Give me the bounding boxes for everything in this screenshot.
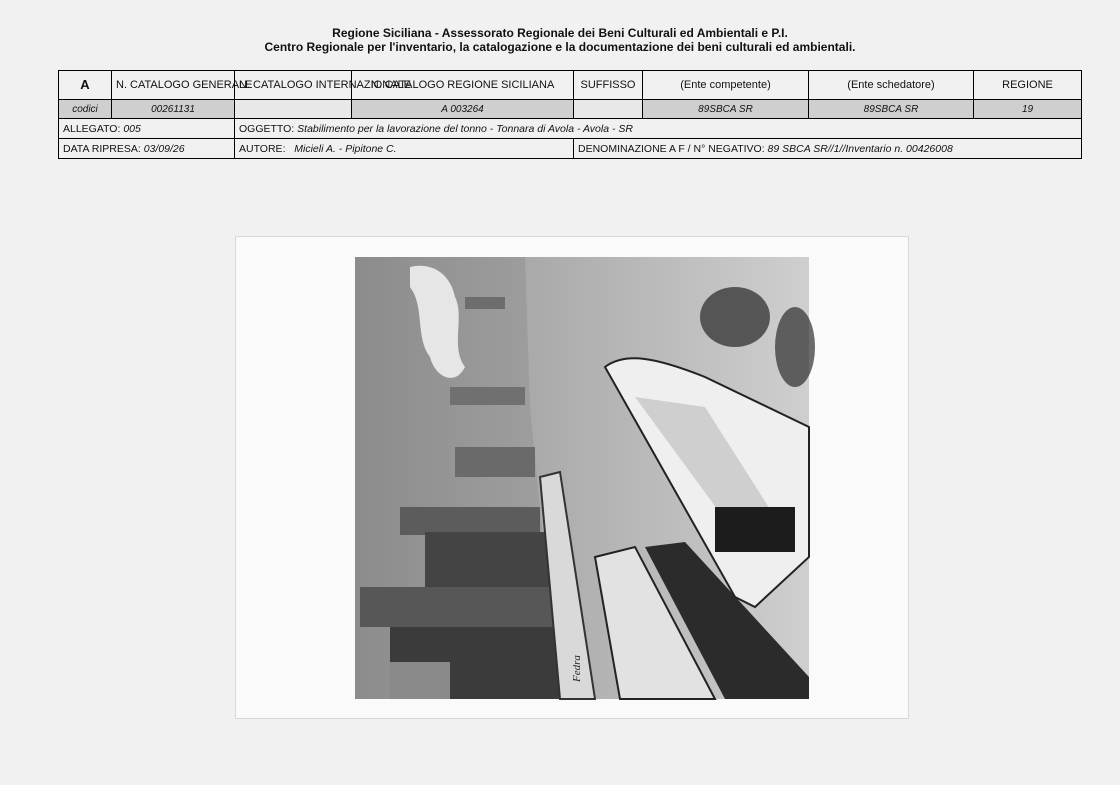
code-regione-siciliana: A 003264 (352, 100, 574, 119)
oggetto-label: OGGETTO: (239, 122, 295, 135)
header-line-2: Centro Regionale per l'inventario, la catalogazione e la documentazione dei beni culturali ed ambientali. (264, 40, 856, 54)
codes-label: codici (59, 100, 112, 119)
data-ripresa-cell (59, 139, 235, 159)
codes-row (59, 100, 1082, 119)
col-catalogo-regione-siciliana: N. CATALOGO REGIONE SICILIANA (352, 71, 574, 100)
photo-illustration (355, 257, 809, 699)
denominazione-label: DENOMINAZIONE A F / N° NEGATIVO: (578, 142, 765, 155)
col-ente-competente: (Ente competente) (643, 71, 809, 100)
data-ripresa-row (59, 139, 1082, 159)
denominazione-cell (574, 139, 1082, 159)
catalog-table (58, 70, 1082, 159)
stone-building (425, 532, 550, 592)
code-ente-schedatore: 89SBCA SR (809, 100, 974, 119)
stone-tower (360, 587, 555, 627)
header-line-1: Regione Siciliana - Assessorato Regionale dei Beni Culturali ed Ambientali e P.I. (332, 26, 788, 40)
outboard-motor (715, 507, 795, 552)
autore-cell (235, 139, 574, 159)
ruin-wall (455, 447, 535, 477)
col-a: A (59, 71, 112, 100)
autore-label: AUTORE: (239, 142, 286, 155)
allegato-row (59, 119, 1082, 139)
boat-name: Fedra (571, 655, 583, 682)
allegato-value: 005 (123, 122, 141, 135)
allegato-cell (59, 119, 235, 139)
allegato-label: ALLEGATO: (63, 122, 121, 135)
shrub (700, 287, 770, 347)
archival-photo (355, 257, 809, 699)
oggetto-cell (235, 119, 1082, 139)
table-header-row (59, 71, 1082, 100)
oggetto-value: Stabilimento per la lavorazione del tonno - Tonnara di Avola - Avola - SR (297, 122, 633, 135)
code-internazionale (235, 100, 352, 119)
col-ente-schedatore: (Ente schedatore) (809, 71, 974, 100)
stone-tower (400, 507, 540, 535)
data-ripresa-label: DATA RIPRESA: (63, 142, 141, 155)
ruin-wall (465, 297, 505, 309)
col-suffisso: SUFFISSO (574, 71, 643, 100)
code-regione: 19 (974, 100, 1082, 119)
building-window (390, 662, 450, 699)
autore-value: Micieli A. - Pipitone C. (294, 142, 397, 155)
col-regione: REGIONE (974, 71, 1082, 100)
col-catalogo-internazionale: N. CATALOGO INTERNAZIONALE (235, 71, 352, 100)
shrub (775, 307, 815, 387)
code-ente-competente: 89SBCA SR (643, 100, 809, 119)
code-suffisso (574, 100, 643, 119)
denominazione-value: 89 SBCA SR//1//Inventario n. 00426008 (767, 142, 953, 155)
data-ripresa-value: 03/09/26 (143, 142, 185, 155)
col-catalogo-generale: N. CATALOGO GENERALE (112, 71, 235, 100)
code-generale: 00261131 (112, 100, 235, 119)
ruin-wall (450, 387, 525, 405)
